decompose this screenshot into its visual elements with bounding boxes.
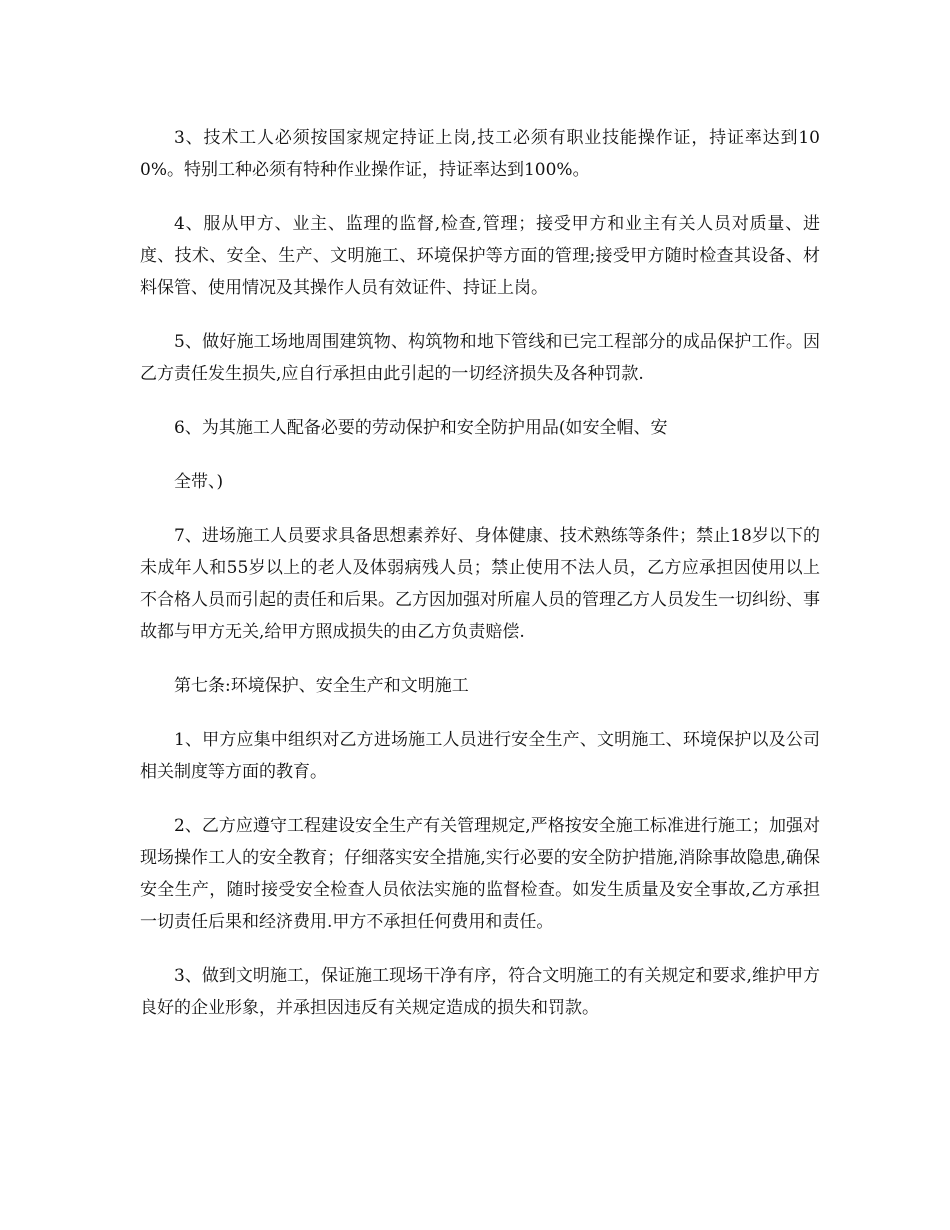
paragraph-item-7: 7、进场施工人员要求具备思想素养好、身体健康、技术熟练等条件；禁止18岁以下的未成年人和55岁以上的老人及体弱病残人员；禁止使用不法人员，乙方应承担因使用以上不合格人员而引起的责任和后果。乙方因加强对所雇人员的管理乙方人员发生一切纠纷、事故都与甲方无关,给甲方照成损失的由乙方负责赔偿. — [140, 526, 820, 642]
paragraph-article7-item-3: 3、做到文明施工，保证施工现场干净有序，符合文明施工的有关规定和要求,维护甲方良好的企业形象，并承担因违反有关规定造成的损失和罚款。 — [140, 966, 820, 1018]
paragraph-item-6: 6、为其施工人配备必要的劳动保护和安全防护用品(如安全帽、安 — [174, 418, 668, 438]
document-body — [140, 122, 820, 1046]
section-heading-article-7: 第七条:环境保护、安全生产和文明施工 — [174, 676, 469, 696]
paragraph-article7-item-2: 2、乙方应遵守工程建设安全生产有关管理规定,严格按安全施工标准进行施工；加强对现场操作工人的安全教育；仔细落实安全措施,实行必要的安全防护措施,消除事故隐患,确保安全生产，随时接受安全检查人员依法实施的监督检查。如发生质量及安全事故,乙方承担一切责任后果和经济费用.甲方不承担任何费用和责任。 — [140, 816, 820, 932]
paragraph-item-4: 4、服从甲方、业主、监理的监督,检查,管理；接受甲方和业主有关人员对质量、进度、技术、安全、生产、文明施工、环境保护等方面的管理;接受甲方随时检查其设备、材料保管、使用情况及其操作人员有效证件、持证上岗。 — [140, 214, 820, 298]
paragraph-article7-item-1: 1、甲方应集中组织对乙方进场施工人员进行安全生产、文明施工、环境保护以及公司相关制度等方面的教育。 — [140, 730, 820, 782]
paragraph-item-3: 3、技术工人必须按国家规定持证上岗,技工必须有职业技能操作证，持证率达到100%。特别工种必须有特种作业操作证，持证率达到100%。 — [140, 128, 820, 180]
paragraph-item-5: 5、做好施工场地周围建筑物、构筑物和地下管线和已完工程部分的成品保护工作。因乙方责任发生损失,应自行承担由此引起的一切经济损失及各种罚款. — [140, 332, 820, 384]
paragraph-item-6-continued: 全带、) — [174, 472, 224, 492]
